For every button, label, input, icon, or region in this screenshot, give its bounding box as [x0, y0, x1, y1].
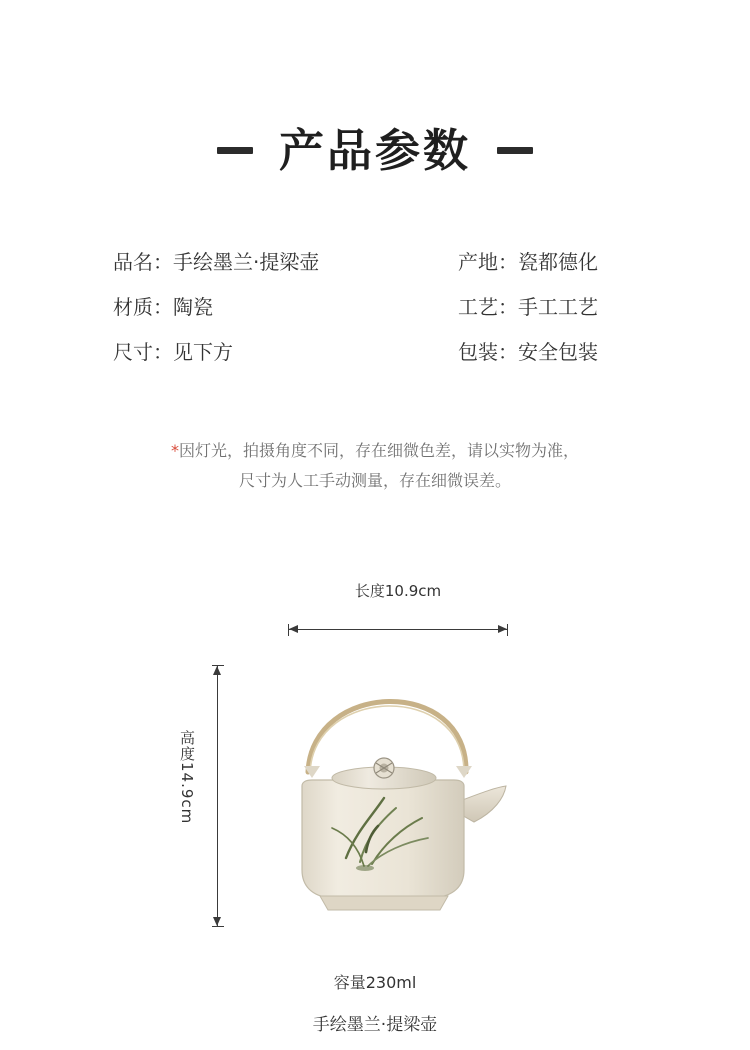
width-arrow-cap-right: [507, 624, 508, 636]
spec-label-packaging: 包装：: [458, 340, 518, 364]
spec-label-product-name: 品名：: [113, 250, 173, 274]
spec-label-material: 材质：: [113, 295, 173, 319]
page-title-row: [0, 124, 750, 177]
spec-label-size: 尺寸：: [113, 340, 173, 364]
width-arrow-icon: [288, 624, 508, 636]
spec-value-origin: 瓷都德化: [518, 250, 598, 274]
spec-value-material: 陶瓷: [173, 295, 213, 319]
teapot-svg: [268, 646, 528, 936]
width-dimension-label: 长度10.9cm: [354, 582, 442, 600]
spec-label-origin: 产地：: [458, 250, 518, 274]
page-title: 产品参数: [278, 124, 471, 177]
spec-label-craft: 工艺：: [458, 295, 518, 319]
spec-value-size: 见下方: [173, 340, 233, 364]
spec-value-packaging: 安全包装: [518, 340, 598, 364]
title-dash-left-icon: [217, 147, 253, 154]
height-arrow-cap-bottom: [212, 926, 224, 927]
disclaimer-text-1: 因灯光，拍摄角度不同，存在细微色差，请以实物为准，: [178, 441, 579, 460]
spec-table: [113, 250, 643, 364]
height-arrow-head-bottom: [213, 917, 221, 926]
height-arrow-icon: [212, 665, 224, 927]
spec-row: [113, 250, 458, 274]
spec-row: [113, 340, 458, 364]
teapot-foot: [320, 896, 448, 910]
asterisk-icon: *: [170, 441, 179, 460]
width-arrow-line: [288, 629, 508, 630]
capacity-label: 容量230ml: [333, 973, 417, 992]
product-caption: 手绘墨兰·提梁壶: [312, 1015, 438, 1035]
height-arrow-line: [217, 665, 218, 927]
spec-value-craft: 手工工艺: [518, 295, 598, 319]
spec-row: [458, 295, 643, 319]
width-arrow-head-right: [498, 625, 507, 633]
spec-row: [458, 340, 643, 364]
orchid-base: [356, 865, 374, 871]
width-arrow-head-left: [289, 625, 298, 633]
disclaimer-line-2: 尺寸为人工手动测量，存在细微误差。: [238, 471, 511, 490]
teapot-handle-lug-right: [456, 766, 472, 778]
height-dimension-label: 高度14.9cm: [178, 730, 196, 825]
height-arrow-head-top: [213, 666, 221, 675]
spec-row: [113, 295, 458, 319]
teapot-illustration: [268, 646, 528, 936]
title-dash-right-icon: [497, 147, 533, 154]
spec-row: [458, 250, 643, 274]
disclaimer-note: [0, 436, 750, 496]
disclaimer-line-1: [0, 436, 750, 466]
spec-value-product-name: 手绘墨兰·提梁壶: [173, 250, 320, 274]
dimension-diagram: [0, 580, 750, 1050]
